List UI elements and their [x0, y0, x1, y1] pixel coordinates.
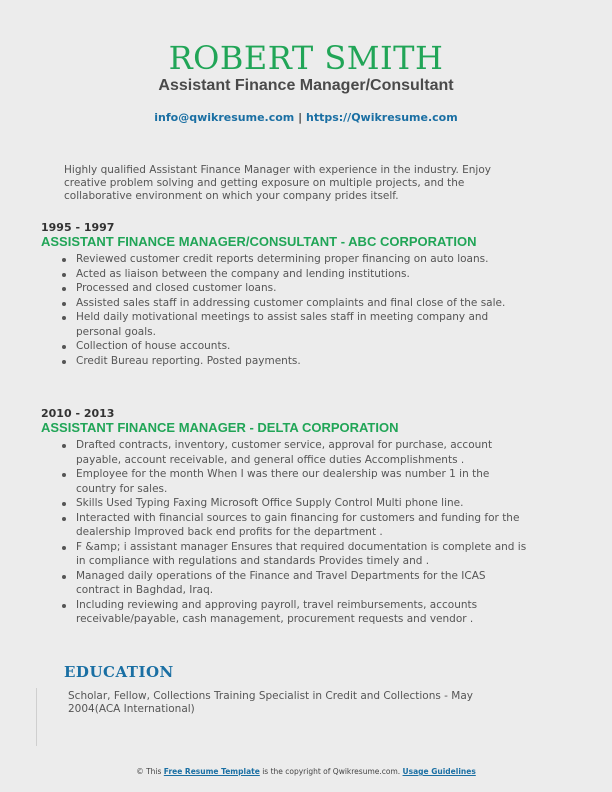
footer-copyright-text: is the copyright of Qwikresume.com. — [262, 767, 401, 776]
education-divider — [36, 688, 37, 746]
summary-paragraph: Highly qualified Assistant Finance Manager with experience in the industry. Enjoy creative problem solving and getting exposure on multiple projects, and the collaborative environment on which your company prides itself. — [64, 164, 491, 202]
job-subtitle: Assistant Finance Manager/Consultant — [158, 77, 454, 94]
duties-list — [41, 438, 531, 627]
experience-title: ASSISTANT FINANCE MANAGER - DELTA CORPORATION — [41, 420, 399, 435]
contact-separator: | — [298, 111, 303, 124]
duty-item: Collection of house accounts. — [76, 339, 531, 354]
footer-prefix: © This — [136, 767, 162, 776]
contact-line — [0, 111, 612, 124]
copyright-footer — [0, 767, 612, 776]
duty-item: Reviewed customer credit reports determining proper financing on auto loans. — [76, 252, 531, 267]
duty-item: Credit Bureau reporting. Posted payments. — [76, 354, 531, 369]
duty-item: Acted as liaison between the company and lending institutions. — [76, 267, 531, 282]
duty-item: Including reviewing and approving payroll, travel reimbursements, accounts receivable/payable, cash management, procurement requests and vendor . — [76, 598, 531, 627]
website-link[interactable]: https://Qwikresume.com — [305, 111, 458, 124]
experience-dates: 2010 - 2013 — [41, 407, 115, 420]
duties-list — [41, 252, 531, 368]
candidate-name: ROBERT SMITH — [168, 39, 444, 77]
experience-dates: 1995 - 1997 — [41, 221, 115, 234]
education-entry: Scholar, Fellow, Collections Training Specialist in Credit and Collections - May 2004(ACA International) — [68, 690, 473, 715]
education-heading: EDUCATION — [64, 663, 174, 681]
experience-entry — [41, 407, 531, 627]
experience-entry — [41, 221, 531, 368]
duty-item: Managed daily operations of the Finance and Travel Departments for the ICAS contract in Baghdad, Iraq. — [76, 569, 531, 598]
duty-item: Assisted sales staff in addressing customer complaints and final close of the sale. — [76, 296, 531, 311]
duty-item: Employee for the month When I was there our dealership was number 1 in the country for sales. — [76, 467, 531, 496]
duty-item: Processed and closed customer loans. — [76, 281, 531, 296]
duty-item: Skills Used Typing Faxing Microsoft Office Supply Control Multi phone line. — [76, 496, 531, 511]
duty-item: Interacted with financial sources to gain financing for customers and funding for the dealership Improved back end profits for the department . — [76, 511, 531, 540]
free-resume-template-link[interactable]: Free Resume Template — [163, 767, 260, 776]
duty-item: Drafted contracts, inventory, customer service, approval for purchase, account payable, account receivable, and general office duties Accomplishments . — [76, 438, 531, 467]
email-link[interactable]: info@qwikresume.com — [154, 111, 295, 124]
duty-item: Held daily motivational meetings to assist sales staff in meeting company and personal goals. — [76, 310, 531, 339]
experience-title: ASSISTANT FINANCE MANAGER/CONSULTANT - ABC CORPORATION — [41, 234, 477, 249]
usage-guidelines-link[interactable]: Usage Guidelines — [402, 767, 476, 776]
duty-item: F &amp; i assistant manager Ensures that required documentation is complete and is in compliance with regulations and standards Provides timely and . — [76, 540, 531, 569]
